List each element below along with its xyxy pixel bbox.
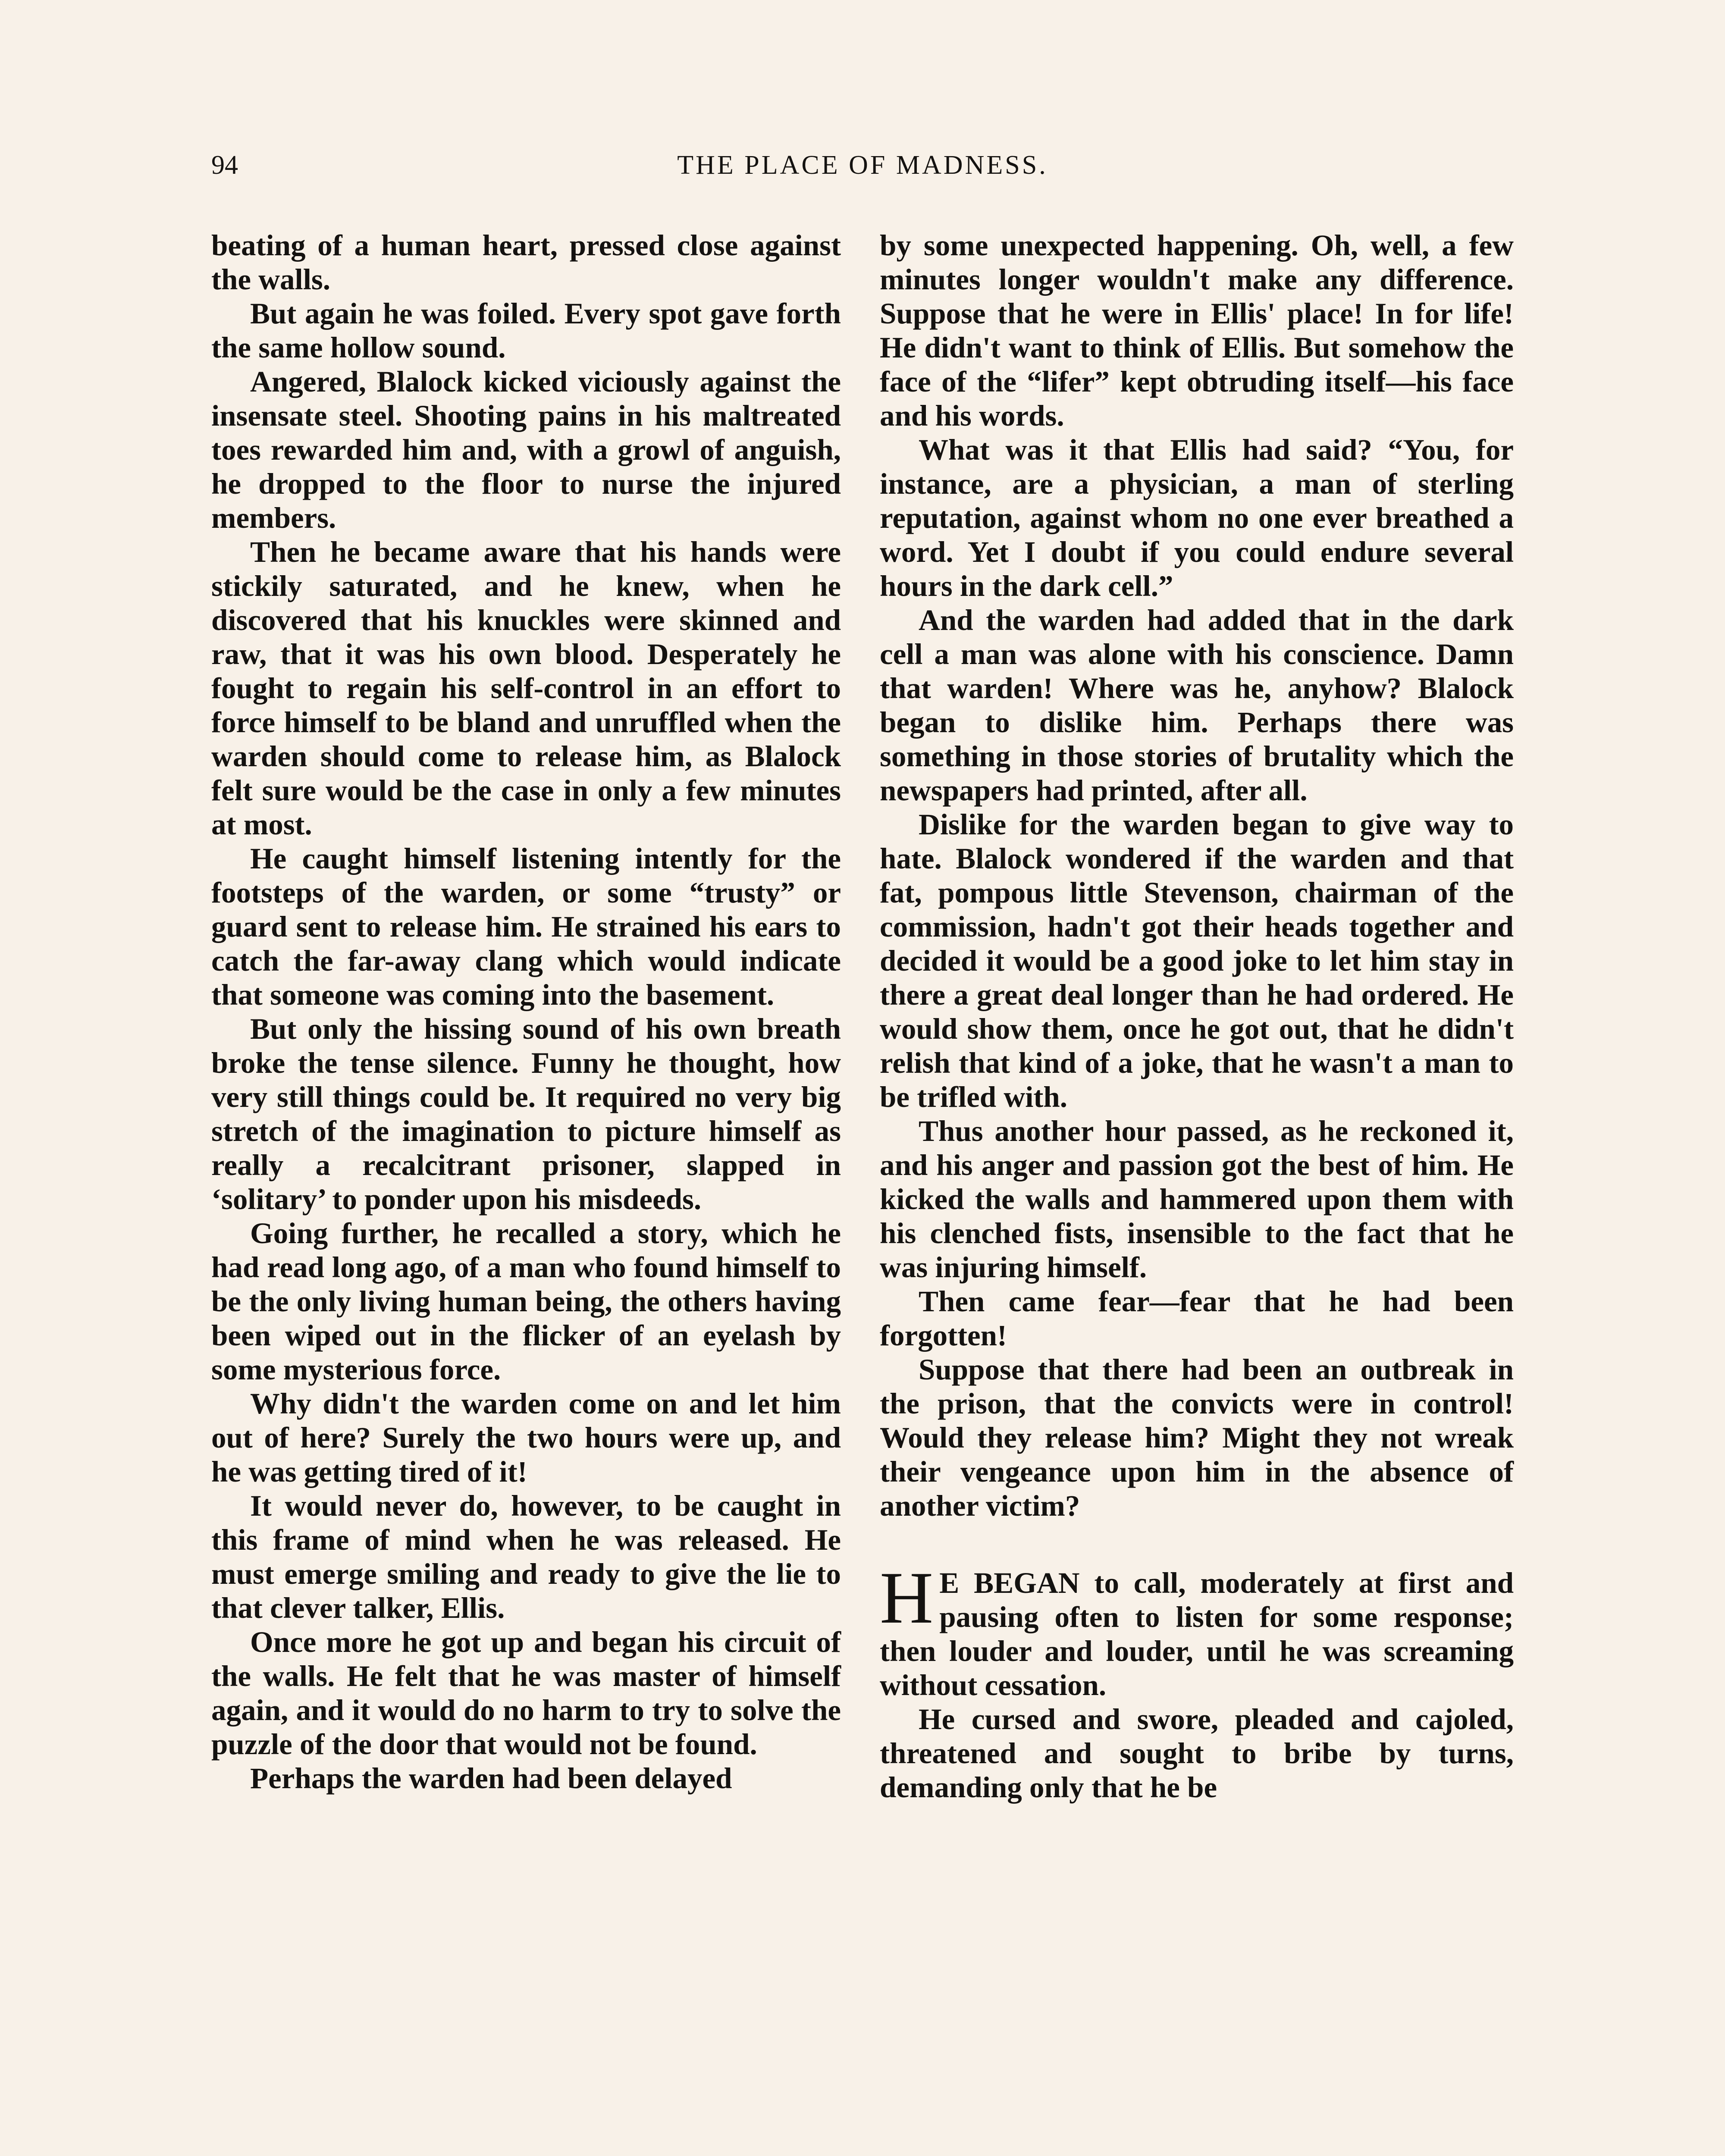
lead-in: E BEGAN — [939, 1567, 1080, 1599]
paragraph: Then he became aware that his hands were stickily saturated, and he knew, when he discovered that his knuckles were skinned and raw, that it was his own blood. Desperately he fought to regain his self-control in an effort to force himself to be bland and unruffled when the warden should come to release him, as Blalock felt sure would be the case in only a few minutes at most. — [211, 536, 841, 841]
page-number: 94 — [211, 150, 238, 180]
right-column — [880, 229, 1514, 1805]
left-column — [211, 229, 841, 1796]
paragraph: beating of a human heart, pressed close against the walls. — [211, 229, 841, 296]
section-opening-paragraph — [880, 1557, 1514, 1702]
paragraph: Why didn't the warden come on and let him out of here? Surely the two hours were up, and he was getting tired of it! — [211, 1387, 841, 1488]
paragraph: And the warden had added that in the dark cell a man was alone with his conscience. Damn that warden! Where was he, anyhow? Blalock began to dislike him. Perhaps there was something in those stories of brutality which the newspapers had printed, after all. — [880, 604, 1514, 807]
paragraph: Going further, he recalled a story, which he had read long ago, of a man who found himself to be the only living human being, the others having been wiped out in the flicker of an eyelash by some mysterious force. — [211, 1217, 841, 1386]
paragraph: Suppose that there had been an outbreak in the prison, that the convicts were in control! Would they release him? Might they not wreak their vengeance upon him in the absence of another victim? — [880, 1353, 1514, 1522]
paragraph: Once more he got up and began his circuit of the walls. He felt that he was master of himself again, and it would do no harm to try to solve the puzzle of the door that would not be found. — [211, 1626, 841, 1761]
drop-cap: H — [880, 1557, 934, 1639]
paragraph: But again he was foiled. Every spot gave forth the same hollow sound. — [211, 297, 841, 364]
section-break — [880, 1523, 1514, 1566]
paragraph: by some unexpected happening. Oh, well, a few minutes longer wouldn't make any difference. Suppose that he were in Ellis' place! In for life! He didn't want to think of Ellis. But somehow the face of the “lifer” kept obtruding itself—his face and his words. — [880, 229, 1514, 432]
paragraph: He caught himself listening intently for the footsteps of the warden, or some “trusty” or guard sent to release him. He strained his ears to catch the far-away clang which would indicate that someone was coming into the basement. — [211, 842, 841, 1011]
paragraph: It would never do, however, to be caught in this frame of mind when he was released. He must emerge smiling and ready to give the lie to that clever talker, Ellis. — [211, 1489, 841, 1624]
paragraph: What was it that Ellis had said? “You, for instance, are a physician, a man of sterling reputation, against whom no one ever breathed a word. Yet I doubt if you could endure several hours in the dark cell.” — [880, 433, 1514, 602]
paragraph: Perhaps the warden had been delayed — [250, 1762, 732, 1795]
paragraph: Angered, Blalock kicked viciously against the insensate steel. Shooting pains in his maltreated toes rewarded him and, with a growl of anguish, he dropped to the floor to nurse the injured members. — [211, 365, 841, 534]
paragraph: He cursed and swore, pleaded and cajoled, threatened and sought to bribe by turns, demanding only that he be — [880, 1703, 1514, 1804]
paragraph-text: to call, moderately at first and pausing often to listen for some response; then louder and louder, until he was screaming without cessation. — [880, 1567, 1514, 1702]
paragraph: Dislike for the warden began to give way to hate. Blalock wondered if the warden and that fat, pompous little Stevenson, chairman of the commission, hadn't got their heads together and decided it would be a good joke to let him stay in there a great deal longer than he had ordered. He would show them, once he got out, that he didn't relish that kind of a joke, that he wasn't a man to be trifled with. — [880, 808, 1514, 1113]
running-title: THE PLACE OF MADNESS. — [677, 150, 1048, 180]
paragraph: Thus another hour passed, as he reckoned it, and his anger and passion got the best of him. He kicked the walls and hammered upon them with his clenched fists, insensible to the fact that he was injuring himself. — [880, 1115, 1514, 1284]
paragraph: But only the hissing sound of his own breath broke the tense silence. Funny he thought, how very still things could be. It required no very big stretch of the imagination to picture himself as really a recalcitrant prisoner, slapped in ‘solitary’ to ponder upon his misdeeds. — [211, 1012, 841, 1216]
paragraph: Then came fear—fear that he had been forgotten! — [880, 1285, 1514, 1352]
